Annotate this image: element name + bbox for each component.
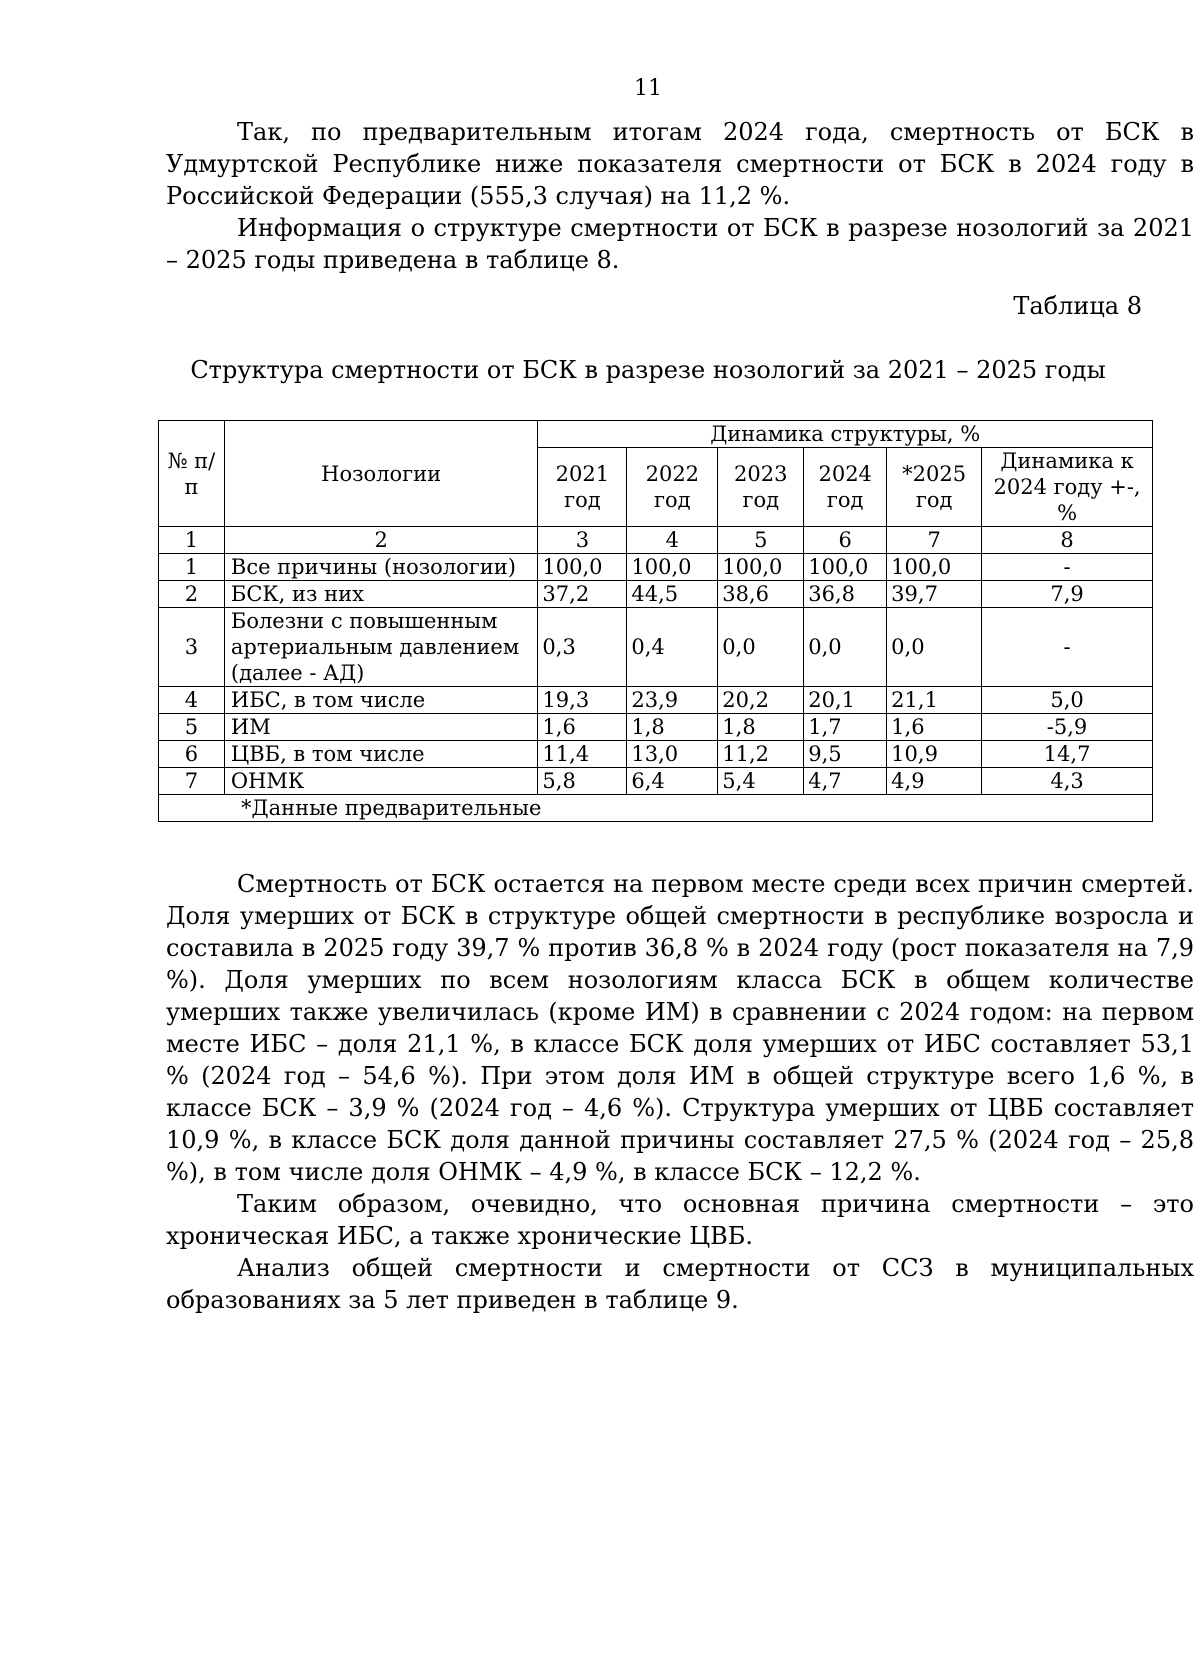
column-number: 6 [804,527,887,554]
column-number: 3 [538,527,627,554]
column-number: 8 [982,527,1153,554]
table-label: Таблица 8 [1013,292,1142,320]
row-dynamics: -5,9 [982,714,1153,741]
table-row [159,554,1153,581]
table-title: Структура смертности от БСК в разрезе нозологий за 2021 – 2025 годы [190,356,1106,384]
row-dynamics: - [982,608,1153,687]
row-value-2022: 13,0 [627,741,718,768]
row-value-2024: 4,7 [804,768,887,795]
row-value-2021: 11,4 [538,741,627,768]
row-value-2023: 1,8 [718,714,804,741]
row-value-2021: 100,0 [538,554,627,581]
row-value-2024: 9,5 [804,741,887,768]
row-value-2024: 0,0 [804,608,887,687]
row-nosology: БСК, из них [224,581,538,608]
row-value-2023: 38,6 [718,581,804,608]
header-num: № п/п [159,421,225,527]
row-value-2022: 100,0 [627,554,718,581]
row-value-2021: 1,6 [538,714,627,741]
row-nosology: ЦВБ, в том числе [224,741,538,768]
row-value-2023: 5,4 [718,768,804,795]
paragraph-table9-reference: Анализ общей смертности и смертности от ССЗ в муниципальных образованиях за 5 лет приведен в таблице 9. [166,1254,1194,1314]
row-value-2023: 20,2 [718,687,804,714]
row-value-2021: 19,3 [538,687,627,714]
row-num: 3 [159,608,225,687]
table-column-numbers-row [159,527,1153,554]
row-value-2021: 0,3 [538,608,627,687]
row-value-2025: 4,9 [887,768,982,795]
row-value-2021: 37,2 [538,581,627,608]
row-value-2025: 0,0 [887,608,982,687]
row-dynamics: 14,7 [982,741,1153,768]
header-year-2025: *2025 год [887,448,982,527]
row-dynamics: 4,3 [982,768,1153,795]
header-nosology: Нозологии [224,421,538,527]
row-nosology: ОНМК [224,768,538,795]
row-value-2025: 1,6 [887,714,982,741]
row-value-2022: 23,9 [627,687,718,714]
table-footnote-row [159,795,1153,822]
table-row [159,741,1153,768]
table-header-row [159,421,1153,448]
row-value-2025: 100,0 [887,554,982,581]
row-dynamics: 5,0 [982,687,1153,714]
row-num: 4 [159,687,225,714]
column-number: 5 [718,527,804,554]
table-row [159,687,1153,714]
paragraph-bsk-mortality-comparison: Так, по предварительным итогам 2024 года, смертность от БСК в Удмуртской Республике ниже показателя смертности от БСК в 2024 году в Российской Федерации (555,3 случая) на 11,2 %. [166,118,1194,210]
row-num: 5 [159,714,225,741]
table-row [159,581,1153,608]
row-num: 1 [159,554,225,581]
header-year-2023: 2023 год [718,448,804,527]
row-value-2021: 5,8 [538,768,627,795]
header-dynamics-2024: Динамика к 2024 году +-, % [982,448,1153,527]
paragraph-bsk-structure-analysis: Смертность от БСК остается на первом месте среди всех причин смертей. Доля умерших от БСК в структуре общей смертности в республике возросла и составила в 2025 году 39,7 % против 36,8 % в 2024 году (рост показателя на 7,9 %). Доля умерших по всем нозологиям класса БСК в общем количестве умерших также увеличилась (кроме ИМ) в сравнении с 2024 годом: на первом месте ИБС – доля 21,1 %, в классе БСК доля умерших от ИБС составляет 53,1 % (2024 год – 54,6 %). При этом доля ИМ в общей структуре всего 1,6 %, в классе БСК – 3,9 % (2024 год – 4,6 %). Структура умерших от ЦВБ составляет 10,9 %, в классе БСК доля данной причины составляет 27,5 % (2024 год – 25,8 %), в том числе доля ОНМК – 4,9 %, в классе БСК – 12,2 %. [166,870,1194,1186]
header-year-2022: 2022 год [627,448,718,527]
row-value-2022: 1,8 [627,714,718,741]
nosology-structure-table [158,420,1153,822]
row-value-2023: 11,2 [718,741,804,768]
column-number: 2 [224,527,538,554]
row-num: 7 [159,768,225,795]
row-value-2024: 36,8 [804,581,887,608]
paragraph-main-cause-conclusion: Таким образом, очевидно, что основная причина смертности – это хроническая ИБС, а также хронические ЦВБ. [166,1190,1194,1250]
column-number: 4 [627,527,718,554]
row-value-2025: 10,9 [887,741,982,768]
table-row [159,714,1153,741]
header-structure-dynamics: Динамика структуры, % [538,421,1153,448]
column-number: 1 [159,527,225,554]
column-number: 7 [887,527,982,554]
row-value-2023: 0,0 [718,608,804,687]
row-value-2022: 44,5 [627,581,718,608]
row-nosology: ИБС, в том числе [224,687,538,714]
row-value-2024: 100,0 [804,554,887,581]
table-row [159,608,1153,687]
row-nosology: Болезни с повышенным артериальным давлением (далее - АД) [224,608,538,687]
paragraph-table-reference: Информация о структуре смертности от БСК в разрезе нозологий за 2021 – 2025 годы приведена в таблице 8. [166,214,1194,274]
row-nosology: Все причины (нозологии) [224,554,538,581]
row-nosology: ИМ [224,714,538,741]
row-value-2022: 6,4 [627,768,718,795]
table-footnote: *Данные предварительные [159,795,1153,822]
row-value-2024: 20,1 [804,687,887,714]
row-dynamics: 7,9 [982,581,1153,608]
row-num: 6 [159,741,225,768]
row-value-2025: 39,7 [887,581,982,608]
header-year-2024: 2024 год [804,448,887,527]
table-row [159,768,1153,795]
header-year-2021: 2021 год [538,448,627,527]
row-dynamics: - [982,554,1153,581]
page-number: 11 [634,76,662,101]
row-num: 2 [159,581,225,608]
row-value-2023: 100,0 [718,554,804,581]
row-value-2022: 0,4 [627,608,718,687]
row-value-2025: 21,1 [887,687,982,714]
row-value-2024: 1,7 [804,714,887,741]
